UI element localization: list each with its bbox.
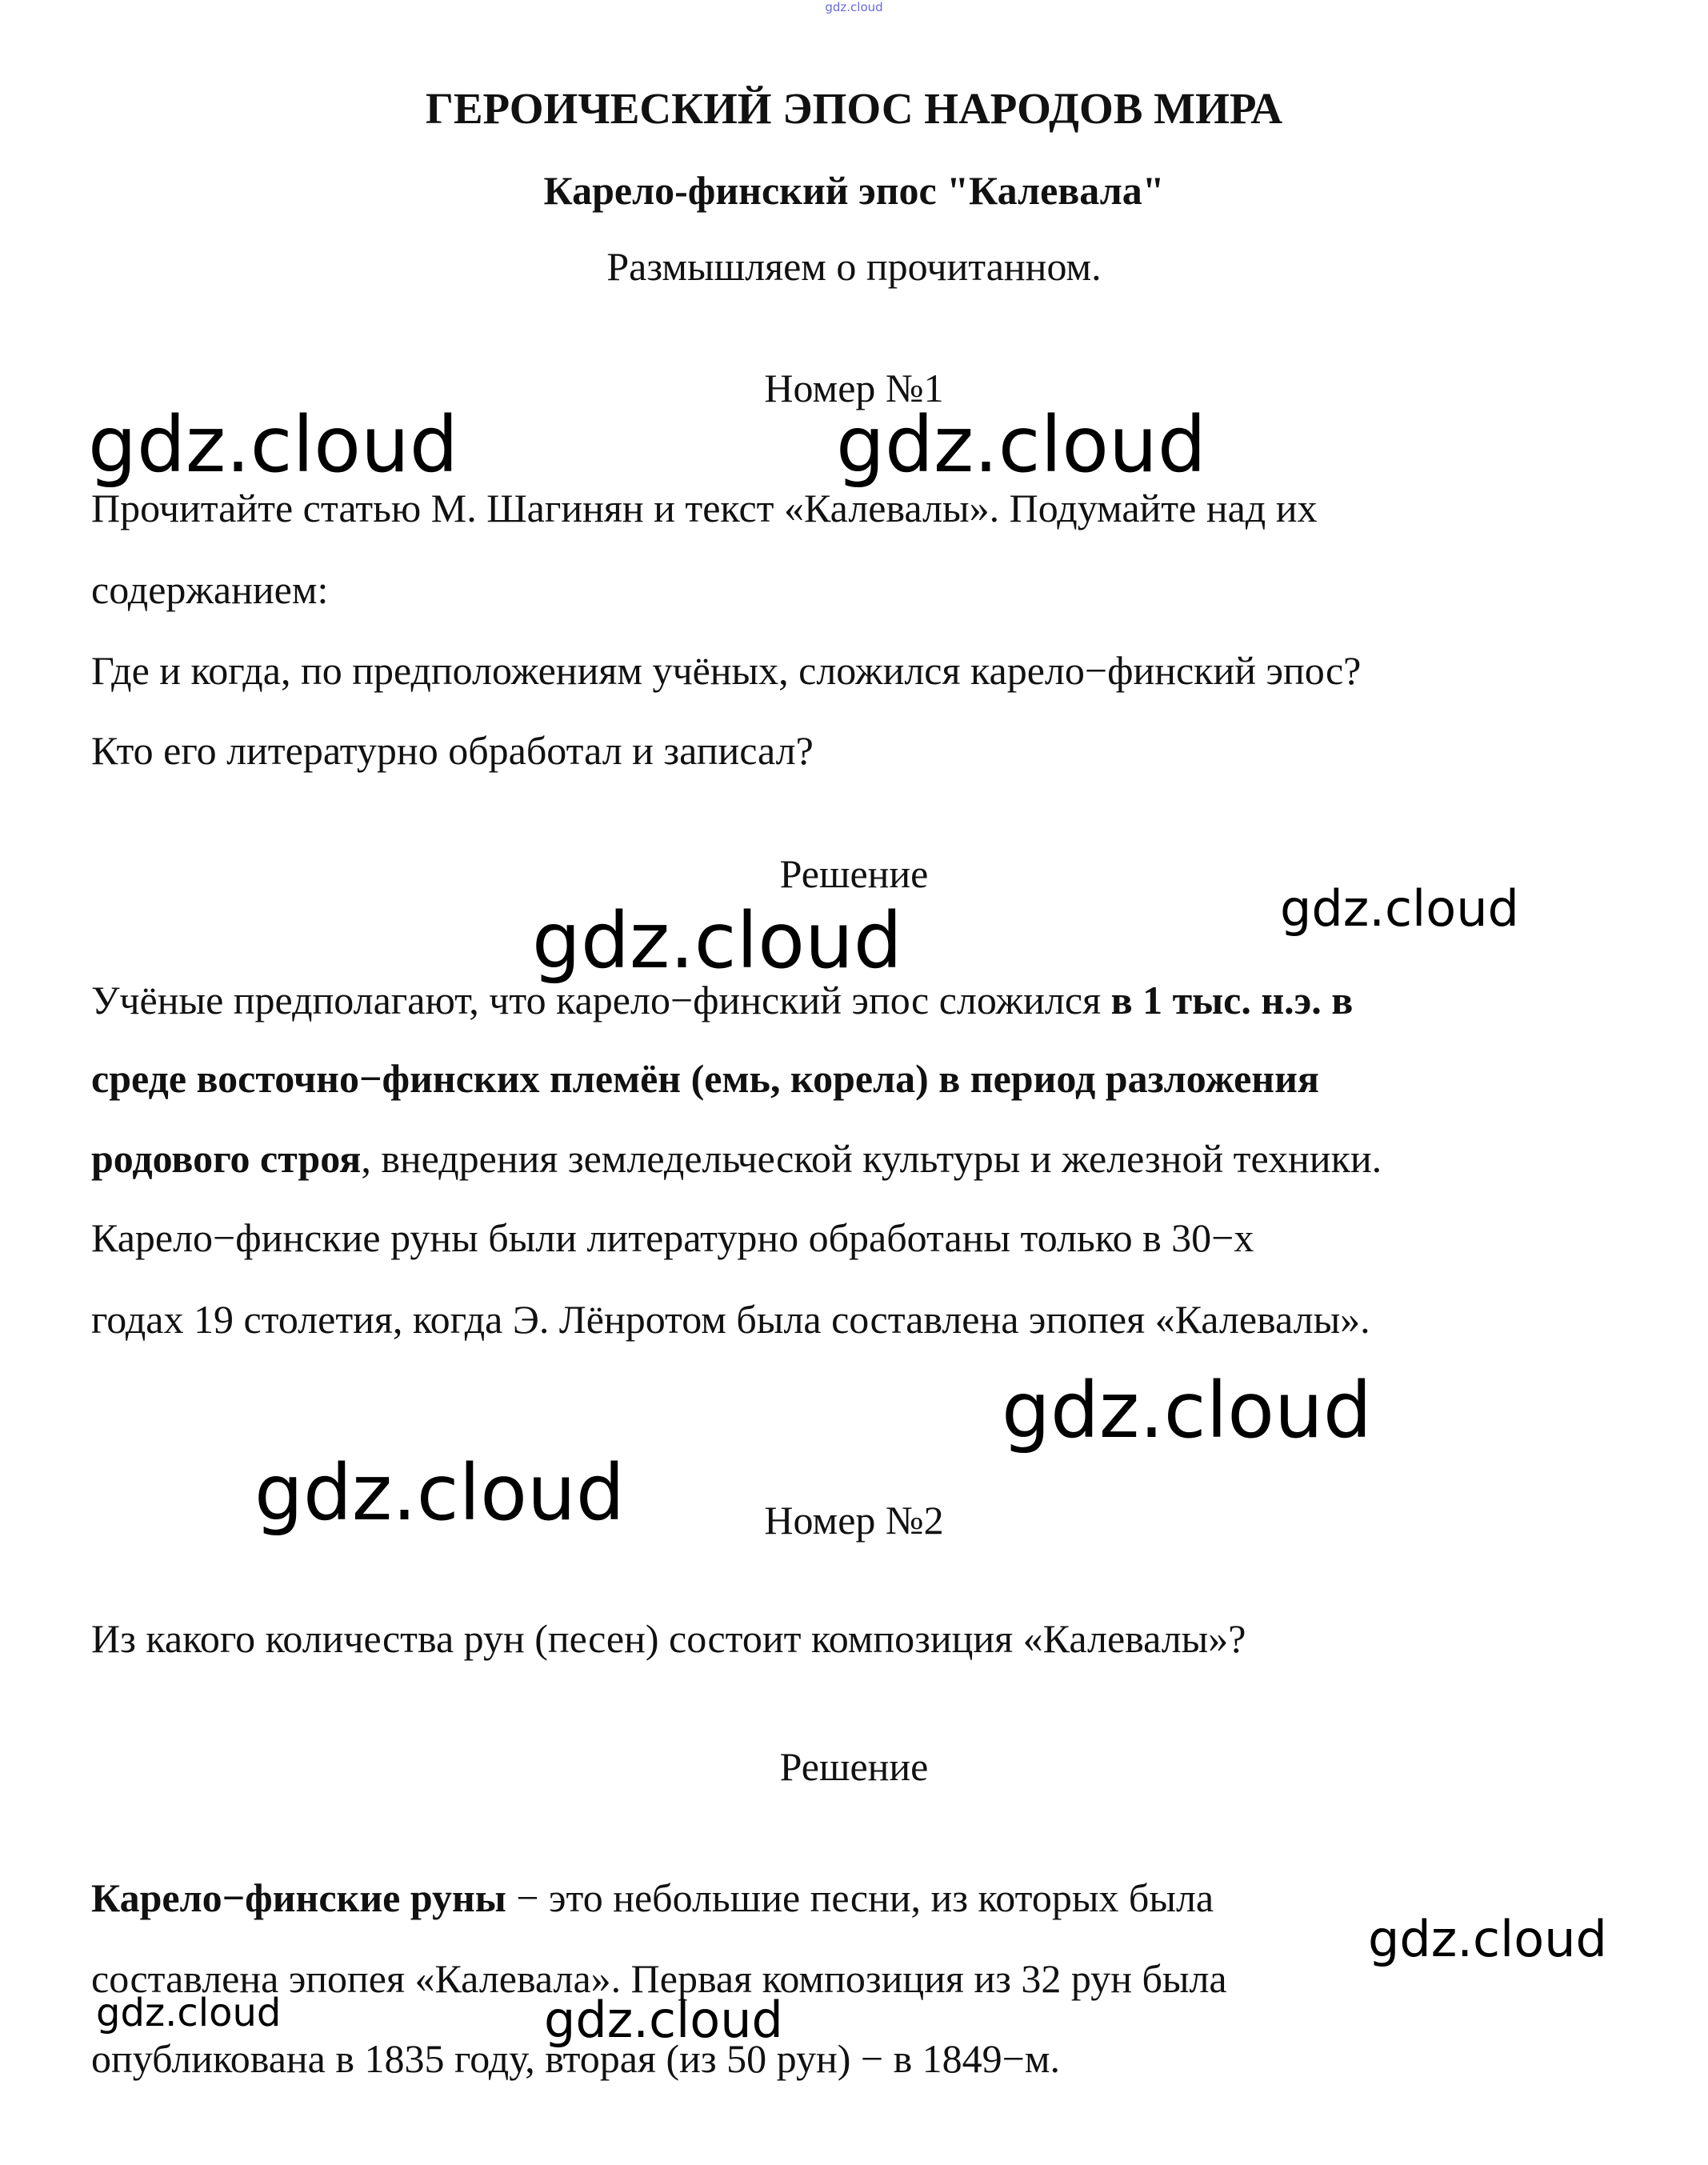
answer-bold-text: среде восточно−финских племён (емь, корела) в период разложения xyxy=(91,1056,1319,1101)
task-1-question-line: содержанием: xyxy=(91,567,329,612)
task-1-number: Номер №1 xyxy=(764,366,944,410)
header-watermark: gdz.cloud xyxy=(825,0,883,14)
task-2-answer-line: опубликована в 1835 году, вторая (из 50 рун) − в 1849−м. xyxy=(91,2036,1061,2081)
answer-text: − это небольшие песни, из которых была xyxy=(506,1875,1214,1920)
task-2-question: Из какого количества рун (песен) состоит композиция «Калевалы»? xyxy=(91,1616,1246,1661)
task-1-answer-line xyxy=(91,1058,1643,1099)
answer-text: , внедрения земледельческой культуры и железной техники. xyxy=(361,1136,1382,1181)
watermark: gdz.cloud xyxy=(254,1448,625,1538)
answer-bold-text: родового строя xyxy=(91,1136,362,1181)
answer-text: Учёные предполагают, что карело−финский эпос сложился xyxy=(91,978,1111,1022)
task-1-answer-line xyxy=(91,980,1643,1020)
section-title: Размышляем о прочитанном. xyxy=(606,244,1102,289)
answer-bold-text: в 1 тыс. н.э. в xyxy=(1110,978,1354,1022)
watermark: gdz.cloud xyxy=(1002,1366,1372,1455)
task-1-solution-label: Решение xyxy=(779,851,929,896)
task-1-answer-line: Карело−финские руны были литературно обработаны только в 30−х xyxy=(91,1215,1254,1260)
watermark: gdz.cloud xyxy=(96,1991,282,2035)
watermark: gdz.cloud xyxy=(1368,1910,1607,1968)
answer-bold-text: Карело−финские руны xyxy=(91,1875,506,1920)
task-1-answer-line: годах 19 столетия, когда Э. Лёнротом была составлена эпопея «Калевалы». xyxy=(91,1297,1370,1342)
task-2-answer-line: составлена эпопея «Калевала». Первая композиция из 32 рун была xyxy=(91,1956,1227,2001)
task-2-solution-label: Решение xyxy=(779,1744,929,1789)
task-1-question-line: Прочитайте статью М. Шагинян и текст «Калевалы». Подумайте над их xyxy=(91,486,1318,530)
page-title: ГЕРОИЧЕСКИЙ ЭПОС НАРОДОВ МИРА xyxy=(425,84,1283,133)
task-1-answer-line xyxy=(91,1136,1643,1181)
watermark: gdz.cloud xyxy=(836,400,1206,490)
watermark: gdz.cloud xyxy=(88,400,458,490)
task-1-question-line: Где и когда, по предположениям учёных, сложился карело−финский эпос? xyxy=(91,648,1362,693)
watermark: gdz.cloud xyxy=(544,1991,783,2049)
watermark: gdz.cloud xyxy=(1280,879,1519,938)
page-subtitle: Карело-финский эпос "Калевала" xyxy=(543,168,1165,213)
task-1-question-line: Кто его литературно обработал и записал? xyxy=(91,728,814,773)
task-2-number: Номер №2 xyxy=(764,1498,944,1543)
watermark: gdz.cloud xyxy=(532,896,902,986)
